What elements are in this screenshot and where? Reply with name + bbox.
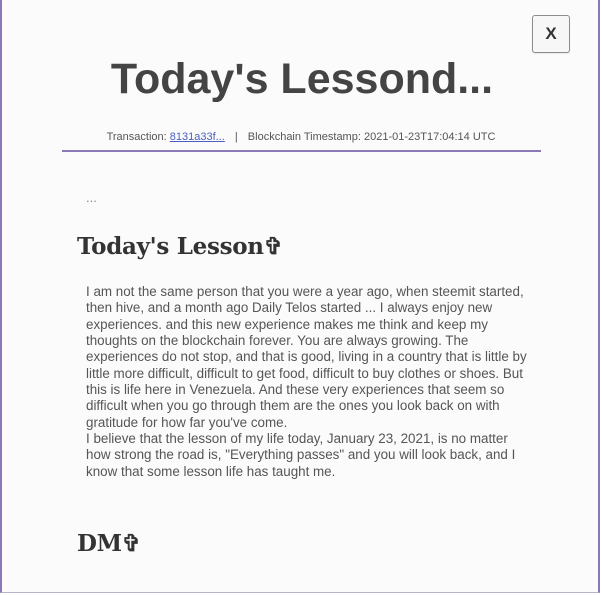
body-paragraph-1: I am not the same person that you were a year ago, when steemit started, then hive, and a month ago Daily Telos started ... I always enjoy new experiences. and this new experience makes me think and keep my thoughts on the blockchain forever. You are always growing. The experiences do not stop, and that is good, living in a country that is little by little more difficult, difficult to get food, difficult to buy clothes or shoes. But this is life here in Venezuela. And these very experiences that seem so difficult when you go through them are the ones you look back on with gratitude for how far you've come.: [86, 284, 527, 430]
heading-todays-lesson: Today's Lesson✞: [77, 233, 283, 260]
transaction-label: Transaction:: [106, 131, 167, 143]
timestamp-label: Blockchain Timestamp:: [247, 131, 361, 143]
body-paragraph-2: I believe that the lesson of my life today, January 23, 2021, is no matter how strong the road is, "Everything passes" and you will look back, and I know that some lesson life has taught me.: [86, 431, 516, 479]
header-divider: [62, 150, 541, 152]
close-button[interactable]: X: [532, 15, 570, 53]
modal-title: Today's Lessond...: [110, 55, 494, 103]
post-body: [86, 284, 532, 480]
truncation-ellipsis: ...: [86, 190, 97, 205]
timestamp-value: 2021-01-23T17:04:14 UTC: [363, 131, 496, 143]
post-meta: [62, 131, 540, 144]
heading-dm: DM✞: [77, 530, 141, 557]
transaction-link[interactable]: 8131a33f...: [169, 131, 225, 143]
meta-separator: |: [234, 131, 238, 143]
